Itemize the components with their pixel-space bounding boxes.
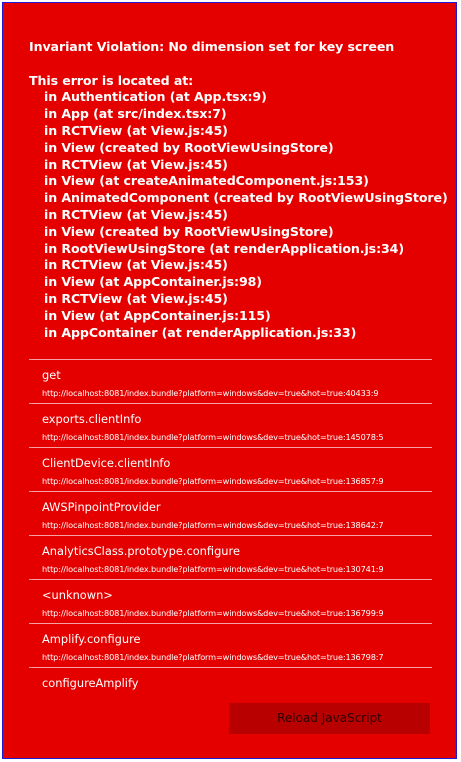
stack-frame-location: http://localhost:8081/index.bundle?platform=windows&dev=true&hot=true:136857:9 [42, 476, 384, 486]
redbox-error-screen [3, 3, 456, 758]
stack-frame-method: <unknown> [42, 588, 113, 602]
component-stack-line: in App (at src/index.tsx:7) [44, 106, 227, 122]
component-stack-line: in Authentication (at App.tsx:9) [44, 89, 267, 105]
component-stack-line: in View (at AppContainer.js:115) [44, 307, 271, 323]
stack-frame-row[interactable] [29, 359, 432, 403]
component-stack-line: in RCTView (at View.js:45) [44, 156, 228, 172]
component-stack-line: in RCTView (at View.js:45) [44, 206, 228, 222]
component-stack-line: in RCTView (at View.js:45) [44, 290, 228, 306]
stack-frame-row[interactable] [29, 535, 432, 579]
component-stack-line: in View (created by RootViewUsingStore) [44, 223, 334, 239]
component-stack-line: in View (created by RootViewUsingStore) [44, 139, 334, 155]
stack-frame-row[interactable] [29, 579, 432, 623]
stack-frame-location: http://localhost:8081/index.bundle?platform=windows&dev=true&hot=true:136798:7 [42, 652, 384, 662]
stack-frames [29, 359, 432, 711]
component-stack-line: in RCTView (at View.js:45) [44, 257, 228, 273]
component-stack-line: in RootViewUsingStore (at renderApplication.js:34) [44, 240, 404, 256]
component-stack-line: in View (at createAnimatedComponent.js:153) [44, 173, 369, 189]
stack-frame-method: AnalyticsClass.prototype.configure [42, 544, 240, 558]
stack-frame-row[interactable] [29, 491, 432, 535]
component-stack [29, 89, 448, 341]
stack-frame-method: ClientDevice.clientInfo [42, 456, 171, 470]
stack-frame-location: http://localhost:8081/index.bundle?platform=windows&dev=true&hot=true:130741:9 [42, 564, 384, 574]
stack-frame-location: http://localhost:8081/index.bundle?platform=windows&dev=true&hot=true:40433:9 [42, 388, 379, 398]
error-title: Invariant Violation: No dimension set for key screen [29, 39, 395, 54]
stack-trace-list[interactable] [29, 359, 432, 690]
stack-frame-row[interactable] [29, 447, 432, 491]
component-stack-line: in View (at AppContainer.js:98) [44, 274, 262, 290]
component-stack-line: in RCTView (at View.js:45) [44, 122, 228, 138]
component-stack-line: in AnimatedComponent (created by RootViewUsingStore) [44, 190, 448, 206]
app-window [2, 2, 457, 759]
component-stack-line: in AppContainer (at renderApplication.js:33) [44, 324, 357, 340]
stack-frame-location: http://localhost:8081/index.bundle?platform=windows&dev=true&hot=true:136799:9 [42, 608, 384, 618]
stack-frame-location: http://localhost:8081/index.bundle?platform=windows&dev=true&hot=true:138642:7 [42, 520, 384, 530]
stack-frame-method: exports.clientInfo [42, 412, 142, 426]
stack-frame-row[interactable] [29, 403, 432, 447]
stack-frame-method: AWSPinpointProvider [42, 500, 161, 514]
stack-frame-method: Amplify.configure [42, 632, 141, 646]
stack-frame-location: http://localhost:8081/index.bundle?platform=windows&dev=true&hot=true:145078:5 [42, 432, 384, 442]
stack-frame-method: get [42, 368, 61, 382]
error-message [29, 39, 448, 341]
reload-javascript-button[interactable]: Reload JavaScript [229, 703, 430, 734]
error-location-header: This error is located at: [29, 72, 194, 88]
stack-frame-row[interactable] [29, 623, 432, 667]
stack-frame-method: configureAmplify [42, 676, 139, 690]
